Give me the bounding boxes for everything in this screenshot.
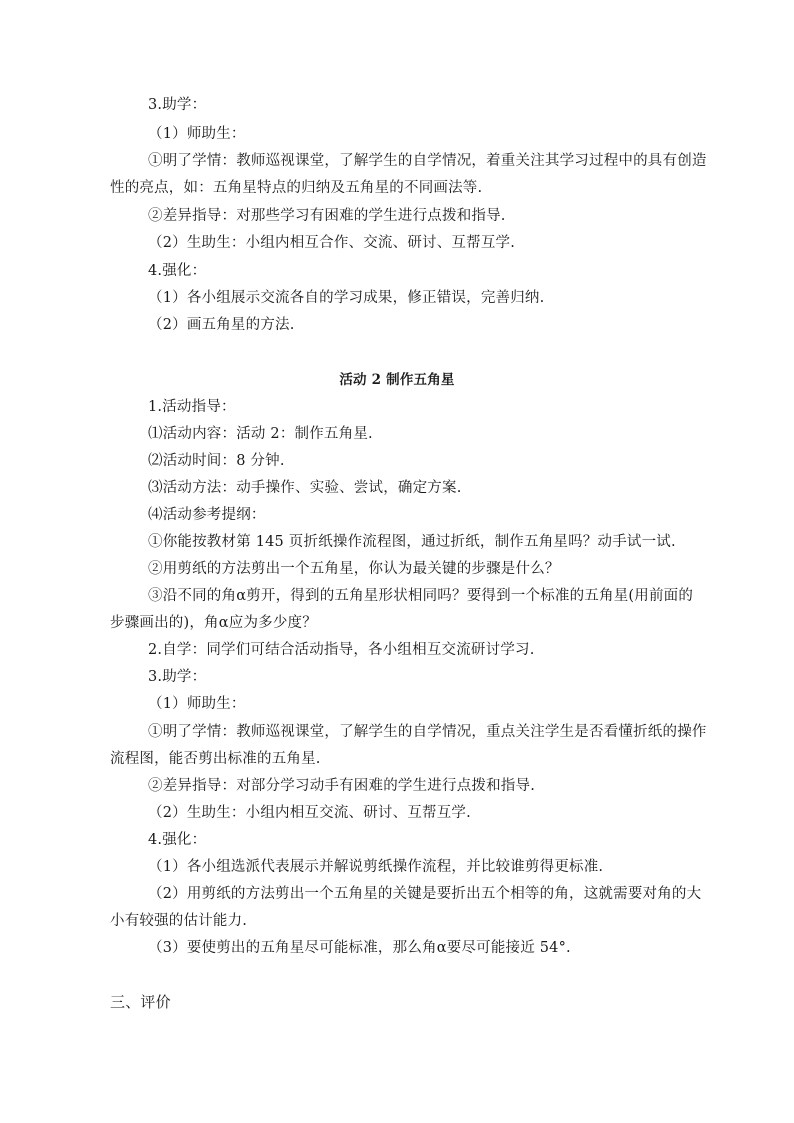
reinforce-2-item-3: （3）要使剪出的五角星尽可能标准，那么角α要尽可能接近 54°. <box>148 940 571 956</box>
student-helper-text: （2）生助生：小组内相互合作、交流、研讨、互帮互学. <box>148 235 516 251</box>
learning-status-2-line2: 流程图，能否剪出标准的五角星. <box>110 751 321 767</box>
learning-status-line1: ①明了学情：教师巡视课堂，了解学生的自学情况，着重关注其学习过程中的具有创造 <box>148 153 707 169</box>
activity-method: ⑶活动方法：动手操作、实验、尝试，确定方案. <box>148 480 462 496</box>
reinforce-2-item-2-line2: 小有较强的估计能力. <box>110 913 248 929</box>
reinforce-item-2: （2）画五角星的方法. <box>148 317 295 333</box>
reinforce-heading-2: 4.强化： <box>148 832 207 848</box>
outline-question-3-line1: ③沿不同的角α剪开，得到的五角星形状相同吗？要得到一个标准的五角星(用前面的 <box>148 588 694 604</box>
reinforce-2-item-1: （1）各小组选派代表展示并解说剪纸操作流程，并比较谁剪得更标准. <box>148 859 604 875</box>
helper-heading: 3.助学： <box>148 97 207 113</box>
outline-question-3-line2: 步骤画出的)，角α应为多少度？ <box>110 615 317 631</box>
teacher-helper-label-2: （1）师助生： <box>148 696 246 712</box>
activity-outline-heading: ⑷活动参考提纲： <box>148 507 266 523</box>
activity-time: ⑵活动时间：8 分钟. <box>148 453 285 469</box>
differential-guidance-2: ②差异指导：对部分学习动手有困难的学生进行点拨和指导. <box>148 778 536 794</box>
section-evaluation-heading: 三、评价 <box>110 993 171 1011</box>
help-heading: 3.助学： <box>148 669 207 685</box>
learning-status-2-line1: ①明了学情：教师巡视课堂，了解学生的自学情况，重点关注学生是否看懂折纸的操作 <box>148 724 707 740</box>
activity-guide-heading: 1.活动指导： <box>148 399 236 415</box>
activity-content: ⑴活动内容：活动 2：制作五角星. <box>148 426 373 442</box>
outline-question-2: ②用剪纸的方法剪出一个五角星，你认为最关键的步骤是什么？ <box>148 561 560 577</box>
teacher-helper-label: （1）师助生： <box>148 126 246 142</box>
reinforce-heading: 4.强化： <box>148 263 207 279</box>
outline-question-1: ①你能按教材第 145 页折纸操作流程图，通过折纸，制作五角星吗？动手试一试. <box>148 534 676 550</box>
self-study-text: 2.自学：同学们可结合活动指导，各小组相互交流研讨学习. <box>148 642 535 658</box>
student-helper-text-2: （2）生助生：小组内相互交流、研讨、互帮互学. <box>148 805 471 821</box>
differential-guidance: ②差异指导：对那些学习有困难的学生进行点拨和指导. <box>148 208 506 224</box>
reinforce-2-item-2-line1: （2）用剪纸的方法剪出一个五角星的关键是要折出五个相等的角，这就需要对角的大 <box>148 886 702 902</box>
learning-status-line2: 性的亮点，如：五角星特点的归纳及五角星的不同画法等. <box>110 180 483 196</box>
activity-2-title: 活动 2 制作五角星 <box>339 372 455 388</box>
reinforce-item-1: （1）各小组展示交流各自的学习成果，修正错误，完善归纳. <box>148 290 545 306</box>
